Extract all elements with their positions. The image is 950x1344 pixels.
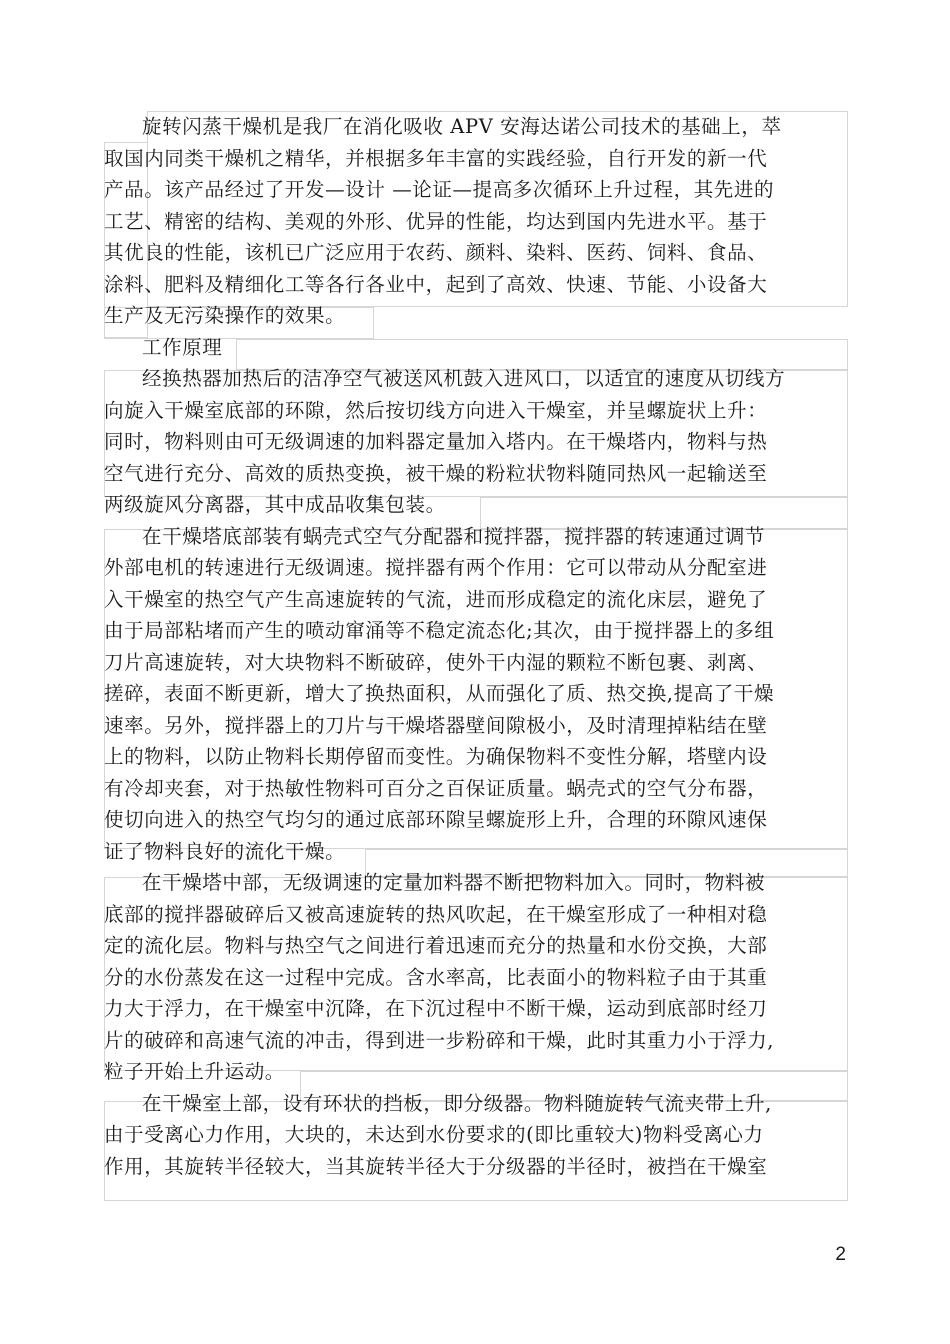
section-heading: 工作原理 xyxy=(142,335,223,359)
text-line: 片的破碎和高速气流的冲击，得到进一步粉碎和干燥，此时其重力小于浮力, xyxy=(104,1028,775,1052)
text-line: 分的水份蒸发在这一过程中完成。含水率高，比表面小的物料粒子由于其重 xyxy=(104,965,768,989)
text-line: 作用，其旋转半径较大，当其旋转半径大于分级器的半径时，被挡在干燥室 xyxy=(104,1154,768,1178)
text-line: 有冷却夹套，对于热敏性物料可百分之百保证质量。蜗壳式的空气分布器， xyxy=(104,776,768,800)
text-line: 粒子开始上升运动。 xyxy=(104,1060,285,1083)
text-line: 定的流化层。物料与热空气之间进行着迅速而充分的热量和水份交换，大部 xyxy=(104,934,768,957)
text-line: 由于局部粘堵而产生的喷动窜涌等不稳定流态化;其次，由于搅拌器上的多组 xyxy=(104,619,775,642)
text-line: 其优良的性能，该机已广泛应用于农药、颜料、染料、医药、饲料、食品、 xyxy=(104,241,768,264)
text-line: 产品。该产品经过了开发—设计 —论证—提高多次循环上升过程，其先进的 xyxy=(104,178,775,201)
text-line: 刀片高速旋转，对大块物料不断破碎，使外干内湿的颗粒不断包裹、剥离、 xyxy=(104,650,768,674)
text-line: 外部电机的转速进行无级调速。搅拌器有两个作用：它可以带动从分配室进 xyxy=(104,556,768,579)
body-text xyxy=(104,111,848,1182)
text-line: 使切向进入的热空气均匀的通过底部环隙呈螺旋形上升，合理的环隙风速保 xyxy=(104,808,768,831)
text-line: 向旋入干燥室底部的环隙，然后按切线方向进入干燥室，并呈螺旋状上升： xyxy=(104,398,768,422)
text-line: 生产及无污染操作的效果。 xyxy=(104,304,346,327)
text-line: 在干燥塔底部装有蜗壳式空气分配器和搅拌器，搅拌器的转速通过调节 xyxy=(142,524,766,548)
text-line: 两级旋风分离器，其中成品收集包装。 xyxy=(104,493,446,516)
text-line: 工艺、精密的结构、美观的外形、优异的性能，均达到国内先进水平。基于 xyxy=(104,209,768,233)
text-line: 在干燥室上部，设有环状的挡板，即分级器。物料随旋转气流夹带上升, xyxy=(142,1091,772,1115)
text-line: 速率。另外，搅拌器上的刀片与干燥塔器壁间隙极小，及时清理掉粘结在壁 xyxy=(104,713,768,737)
text-line: 底部的搅拌器破碎后又被高速旋转的热风吹起，在干燥室形成了一种相对稳 xyxy=(104,902,768,926)
text-line: 同时，物料则由可无级调速的加料器定量加入塔内。在干燥塔内，物料与热 xyxy=(104,430,768,453)
text-line: 力大于浮力，在干燥室中沉降，在下沉过程中不断干燥，运动到底部时经刀 xyxy=(104,997,768,1020)
page-number: 2 xyxy=(835,1244,846,1265)
text-line: 上的物料，以防止物料长期停留而变性。为确保物料不变性分解，塔壁内设 xyxy=(104,745,768,768)
text-line: 入干燥室的热空气产生高速旋转的气流，进而形成稳定的流化床层，避免了 xyxy=(104,587,768,611)
text-line: 经换热器加热后的洁净空气被送风机鼓入进风口，以适宜的速度从切线方 xyxy=(142,367,786,390)
text-line: 由于受离心力作用，大块的，未达到水份要求的(即比重较大)物料受离心力 xyxy=(104,1123,764,1146)
text-line: 涂料、肥料及精细化工等各行各业中，起到了高效、快速、节能、小设备大 xyxy=(104,272,768,296)
text-line: 证了物料良好的流化干燥。 xyxy=(104,839,346,863)
text-line: 取国内同类干燥机之精华，并根据多年丰富的实践经验，自行开发的新一代 xyxy=(104,146,768,170)
text-line: 旋转闪蒸干燥机是我厂在消化吸收 APV 安海达诺公司技术的基础上，萃 xyxy=(142,115,782,138)
text-line: 在干燥塔中部，无级调速的定量加料器不断把物料加入。同时，物料被 xyxy=(142,871,766,894)
text-line: 搓碎，表面不断更新，增大了换热面积，从而强化了质、热交换,提高了干燥 xyxy=(104,682,775,705)
text-line: 空气进行充分、高效的质热变换，被干燥的粉粒状物料随同热风一起输送至 xyxy=(104,461,768,485)
